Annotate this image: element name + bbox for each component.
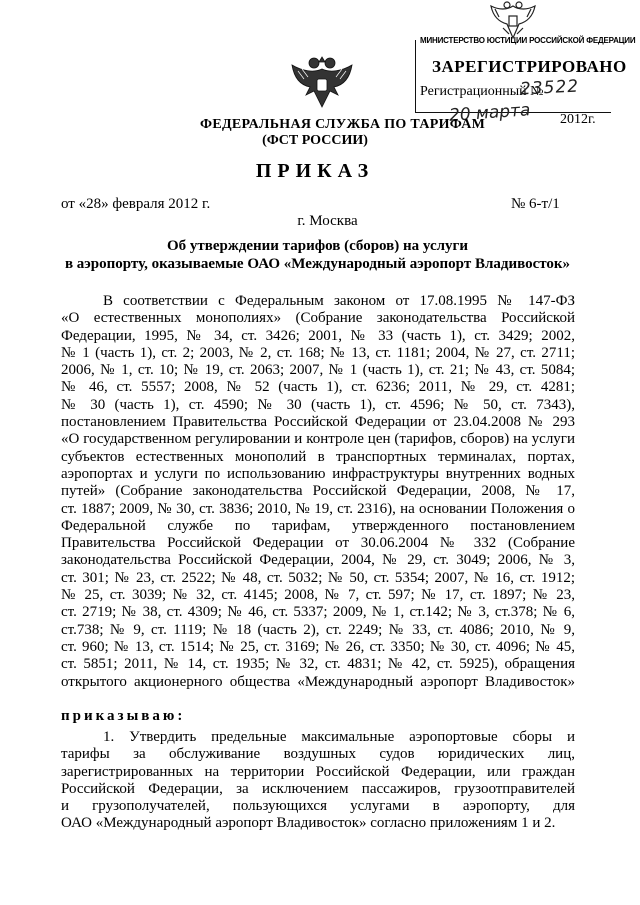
text-line: Федерации, 1995, № 34, ст. 3426; 2001, № 33 (часть 1), ст. 3429; 2002, bbox=[61, 327, 575, 344]
text-line: аэропортах и услуги по использованию инфраструктуры внутренних водных bbox=[61, 465, 575, 482]
coat-of-arms-icon bbox=[290, 55, 354, 113]
directive-word: приказываю: bbox=[61, 708, 186, 724]
text-line: ст. 5851; 2011, № 14, ст. 1935; № 32, ст. 4831; № 42, ст. 5925), обращения bbox=[61, 656, 575, 673]
text-line: ОАО «Международный аэропорт Владивосток» согласно приложениям 1 и 2. bbox=[61, 815, 556, 832]
document-type: ПРИКАЗ bbox=[255, 160, 375, 182]
text-line: Федеральной службе по тарифам, утвержденного постановлением bbox=[61, 517, 575, 534]
text-line: «О государственном регулировании и контроле цен (тарифов, сборов) на услуги bbox=[61, 431, 575, 448]
order-number: № 6-т/1 bbox=[511, 196, 560, 212]
text-line: зарегистрированных на территории Российской Федерации, или граждан bbox=[61, 763, 575, 780]
text-line: тарифы за обслуживание воздушных судов юридических лиц, bbox=[61, 746, 575, 763]
text-line: Российской Федерации, за исключением пассажиров, грузоотправителей bbox=[61, 780, 575, 797]
stamp-registered: ЗАРЕГИСТРИРОВАНО bbox=[432, 57, 627, 76]
text-line: ст.738; № 9, ст. 1119; № 18 (часть 2), ст. 2249; № 33, ст. 4086; 2010, № 9, bbox=[61, 621, 575, 638]
text-line: постановлением Правительства Российской Федерации от 23.04.2008 № 293 bbox=[61, 414, 575, 431]
text-line: № 30 (часть 1), ст. 4590; № 30 (часть 1), ст. 4596; № 50, ст. 7343), bbox=[61, 396, 575, 413]
order-date: от «28» февраля 2012 г. bbox=[61, 196, 211, 212]
stamp-reg-number-label: Регистрационный № bbox=[420, 84, 544, 99]
text-line: № 46, ст. 5557; 2008, № 52 (часть 1), ст. 6236; 2011, № 29, ст. 4281; bbox=[61, 379, 575, 396]
text-line: «О естественных монополиях» (Собрание законодательства Российской bbox=[61, 310, 575, 327]
text-line: 1. Утвердить предельные максимальные аэропортовые сборы и bbox=[103, 729, 575, 745]
text-line: и грузополучателей, пользующихся услугами в аэропорту, для bbox=[61, 798, 575, 815]
text-line: законодательства Российской Федерации, 2004, № 29, ст. 3049; 2006, № 3, bbox=[61, 552, 575, 569]
text-line: № 1 (часть 1), ст. 2; 2003, № 2, ст. 168; № 13, ст. 1181; 2004, № 27, ст. 2711; bbox=[61, 344, 575, 361]
text-line: ст. 1887; 2009, № 30, ст. 3836; 2010, № 19, ст. 2316), на основании Положения о bbox=[61, 500, 575, 517]
subject-line: в аэропорту, оказываемые ОАО «Международный аэропорт Владивосток» bbox=[64, 256, 571, 272]
text-line: ст. 301; № 23, ст. 2522; № 48, ст. 5032; № 50, ст. 5354; 2007, № 16, ст. 1912; bbox=[61, 569, 575, 586]
subject-line: Об утверждении тарифов (сборов) на услуги bbox=[167, 238, 468, 254]
text-line: субъектов естественных монополий в транспортных терминалах, портах, bbox=[61, 448, 575, 465]
preamble-paragraph bbox=[61, 293, 575, 691]
text-line: открытого акционерного общества «Международный аэропорт Владивосток» bbox=[61, 673, 575, 690]
order-item-1 bbox=[61, 729, 575, 833]
text-line: путей» (Собрание законодательства Российской Федерации, 2008, № 17, bbox=[61, 483, 575, 500]
text-line: В соответствии с Федеральным законом от 17.08.1995 № 147-ФЗ bbox=[103, 293, 575, 309]
order-city: г. Москва bbox=[297, 213, 358, 229]
stamp-reg-date: 20 марта bbox=[448, 100, 531, 126]
agency-abbreviation: (ФСТ РОССИИ) bbox=[262, 133, 368, 148]
order-subject bbox=[40, 237, 600, 273]
text-line: Правительства Российской Федерации от 30.06.2004 № 332 (Собрание bbox=[61, 535, 575, 552]
text-line: ст. 2719; № 38, ст. 4309; № 46, ст. 5337; 2009, № 1, ст.142; № 3, ст.378; № 6, bbox=[61, 604, 575, 621]
text-line: 2006, № 1, ст. 10; № 19, ст. 2063; 2007, № 1 (часть 1), ст. 21; № 43, ст. 5084; bbox=[61, 362, 575, 379]
text-line: № 25, ст. 3039; № 32, ст. 4145; 2008, № 7, ст. 597; № 17, ст. 1897; № 23, bbox=[61, 587, 575, 604]
text-line: ст. 960; № 13, ст. 1514; № 25, ст. 3169; № 26, ст. 3350; № 30, ст. 4096; № 45, bbox=[61, 638, 575, 655]
stamp-ministry: МИНИСТЕРСТВО ЮСТИЦИИ РОССИЙСКОЙ ФЕДЕРАЦИИ bbox=[420, 36, 636, 45]
agency-name: ФЕДЕРАЛЬНАЯ СЛУЖБА ПО ТАРИФАМ bbox=[200, 117, 486, 132]
stamp-reg-number: 23522 bbox=[519, 76, 580, 100]
stamp-reg-year: 2012г. bbox=[560, 112, 596, 127]
